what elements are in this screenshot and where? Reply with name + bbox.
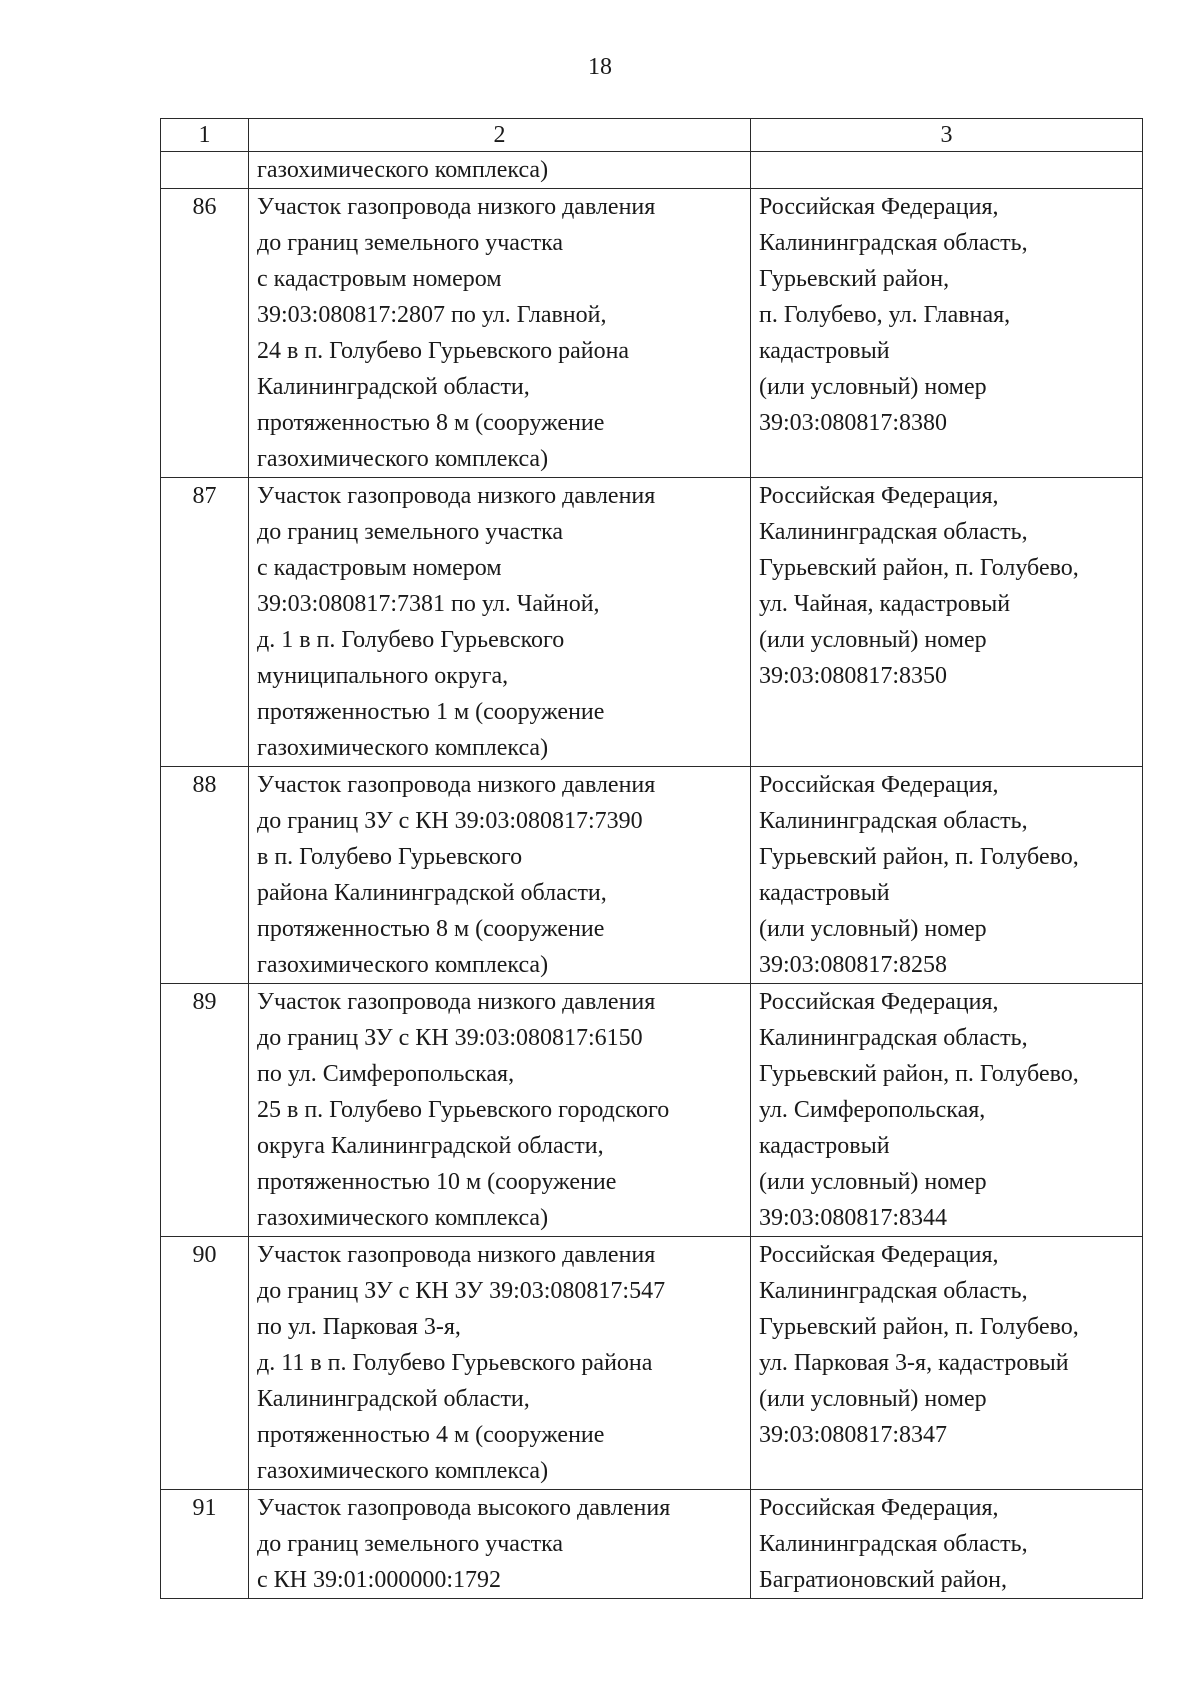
row-description xyxy=(249,478,751,767)
row-location-line: кадастровый xyxy=(759,1133,890,1159)
row-description-line: протяженностью 8 м (сооружение xyxy=(257,410,605,436)
row-location-line: Гурьевский район, п. Голубево, xyxy=(759,844,1079,870)
row-description-line: Калининградской области, xyxy=(257,1386,530,1412)
row-description-line: газохимического комплекса) xyxy=(257,735,549,761)
row-location-line: (или условный) номер xyxy=(759,916,987,942)
row-location-line: Калининградская область, xyxy=(759,808,1028,834)
row-number: 89 xyxy=(161,984,249,1237)
row-description xyxy=(249,1490,751,1599)
column-header-description: 2 xyxy=(249,119,751,152)
row-description-line: до границ земельного участка xyxy=(257,519,564,545)
row-location-line: Российская Федерация, xyxy=(759,483,999,509)
row-number: 91 xyxy=(161,1490,249,1599)
row-location-line: 39:03:080817:8347 xyxy=(759,1422,948,1448)
row-description-line: Участок газопровода низкого давления xyxy=(257,772,656,798)
row-location-line: ул. Чайная, кадастровый xyxy=(759,591,1011,617)
row-location-line: п. Голубево, ул. Главная, xyxy=(759,302,1011,328)
row-location xyxy=(751,1237,1143,1490)
row-description-line: 25 в п. Голубево Гурьевского городского xyxy=(257,1097,670,1123)
column-header-location: 3 xyxy=(751,119,1143,152)
row-description-line: газохимического комплекса) xyxy=(257,157,549,183)
row-location-line: Российская Федерация, xyxy=(759,1495,999,1521)
row-location-line: Российская Федерация, xyxy=(759,194,999,220)
table-row xyxy=(161,1237,1143,1490)
row-location-line: ул. Парковая 3-я, кадастровый xyxy=(759,1350,1069,1376)
row-description-line: округа Калининградской области, xyxy=(257,1133,604,1159)
row-location-line: (или условный) номер xyxy=(759,1386,987,1412)
row-description-line: 24 в п. Голубево Гурьевского района xyxy=(257,338,630,364)
row-location-line: кадастровый xyxy=(759,338,890,364)
table-row-continuation xyxy=(161,152,1143,189)
row-description-line: Участок газопровода низкого давления xyxy=(257,989,656,1015)
row-description-line: газохимического комплекса) xyxy=(257,446,549,472)
row-description-line: в п. Голубево Гурьевского xyxy=(257,844,523,870)
row-location-line: Калининградская область, xyxy=(759,1531,1028,1557)
row-description-line: Калининградской области, xyxy=(257,374,530,400)
row-description-line: д. 11 в п. Голубево Гурьевского района xyxy=(257,1350,653,1376)
row-description xyxy=(249,189,751,478)
row-description-line: до границ земельного участка xyxy=(257,1531,564,1557)
row-description-line: Участок газопровода высокого давления xyxy=(257,1495,671,1521)
row-description-line: до границ земельного участка xyxy=(257,230,564,256)
row-location-line: Гурьевский район, xyxy=(759,266,950,292)
row-location-line: 39:03:080817:8380 xyxy=(759,410,948,436)
row-description-line: по ул. Парковая 3-я, xyxy=(257,1314,461,1340)
row-location-line: Калининградская область, xyxy=(759,230,1028,256)
row-location-line: (или условный) номер xyxy=(759,374,987,400)
row-description xyxy=(249,152,751,189)
row-number: 90 xyxy=(161,1237,249,1490)
row-location xyxy=(751,478,1143,767)
table-row xyxy=(161,478,1143,767)
table-row xyxy=(161,189,1143,478)
table-row xyxy=(161,984,1143,1237)
row-number xyxy=(161,152,249,189)
row-location-line: Багратионовский район, xyxy=(759,1567,1008,1593)
row-description-line: газохимического комплекса) xyxy=(257,1205,549,1231)
row-location-line: Гурьевский район, п. Голубево, xyxy=(759,1314,1079,1340)
row-location-line: кадастровый xyxy=(759,880,890,906)
row-description-line: муниципального округа, xyxy=(257,663,509,689)
table-row xyxy=(161,767,1143,984)
row-location-line: 39:03:080817:8258 xyxy=(759,952,948,978)
row-description-line: протяженностью 10 м (сооружение xyxy=(257,1169,617,1195)
row-description-line: протяженностью 4 м (сооружение xyxy=(257,1422,605,1448)
column-header-number: 1 xyxy=(161,119,249,152)
row-location-line: 39:03:080817:8344 xyxy=(759,1205,948,1231)
table-row xyxy=(161,1490,1143,1599)
table-header-row xyxy=(161,119,1143,152)
row-number: 88 xyxy=(161,767,249,984)
row-description-line: 39:03:080817:7381 по ул. Чайной, xyxy=(257,591,600,617)
row-number: 87 xyxy=(161,478,249,767)
row-number: 86 xyxy=(161,189,249,478)
row-location xyxy=(751,767,1143,984)
row-description-line: с кадастровым номером xyxy=(257,266,502,292)
row-location-line: ул. Симферопольская, xyxy=(759,1097,986,1123)
page-number: 18 xyxy=(588,54,612,80)
row-description-line: протяженностью 1 м (сооружение xyxy=(257,699,605,725)
row-location-line: Российская Федерация, xyxy=(759,989,999,1015)
row-location xyxy=(751,984,1143,1237)
row-description xyxy=(249,984,751,1237)
row-description-line: до границ ЗУ с КН 39:03:080817:7390 xyxy=(257,808,643,834)
row-description-line: с КН 39:01:000000:1792 xyxy=(257,1567,501,1593)
row-location-line: (или условный) номер xyxy=(759,1169,987,1195)
row-location-line: Российская Федерация, xyxy=(759,1242,999,1268)
row-location-line: Калининградская область, xyxy=(759,1025,1028,1051)
row-description-line: до границ ЗУ с КН 39:03:080817:6150 xyxy=(257,1025,643,1051)
row-description-line: протяженностью 8 м (сооружение xyxy=(257,916,605,942)
row-description-line: 39:03:080817:2807 по ул. Главной, xyxy=(257,302,607,328)
row-location-line: Гурьевский район, п. Голубево, xyxy=(759,555,1079,581)
row-location-line: Калининградская область, xyxy=(759,519,1028,545)
row-location-line: 39:03:080817:8350 xyxy=(759,663,948,689)
row-location-line: Российская Федерация, xyxy=(759,772,999,798)
row-description-line: газохимического комплекса) xyxy=(257,1458,549,1484)
row-location xyxy=(751,189,1143,478)
row-description-line: с кадастровым номером xyxy=(257,555,502,581)
row-description-line: Участок газопровода низкого давления xyxy=(257,194,656,220)
row-description-line: газохимического комплекса) xyxy=(257,952,549,978)
row-description xyxy=(249,1237,751,1490)
registry-table xyxy=(160,118,1143,1599)
row-description-line: д. 1 в п. Голубево Гурьевского xyxy=(257,627,565,653)
row-description-line: района Калининградской области, xyxy=(257,880,607,906)
row-location-line: Гурьевский район, п. Голубево, xyxy=(759,1061,1079,1087)
row-description-line: Участок газопровода низкого давления xyxy=(257,483,656,509)
row-description xyxy=(249,767,751,984)
row-location-line: (или условный) номер xyxy=(759,627,987,653)
row-description-line: по ул. Симферопольская, xyxy=(257,1061,515,1087)
row-location xyxy=(751,152,1143,189)
row-location xyxy=(751,1490,1143,1599)
row-description-line: Участок газопровода низкого давления xyxy=(257,1242,656,1268)
row-description-line: до границ ЗУ с КН ЗУ 39:03:080817:547 xyxy=(257,1278,666,1304)
row-location-line: Калининградская область, xyxy=(759,1278,1028,1304)
